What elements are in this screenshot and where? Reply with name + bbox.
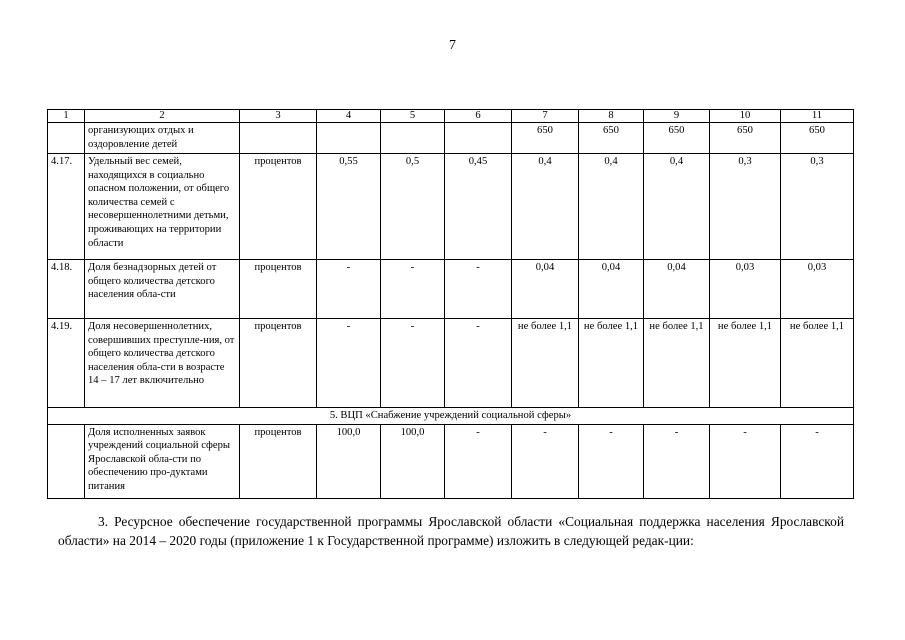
section-row: [48, 408, 854, 425]
value-cell: -: [512, 424, 579, 498]
value-cell: не более 1,1: [644, 319, 710, 408]
row-number-cell: [48, 424, 85, 498]
table-row: [48, 154, 854, 260]
unit-cell: процентов: [240, 154, 317, 260]
row-number-cell: [48, 123, 85, 154]
value-cell: 0,3: [781, 154, 854, 260]
value-cell: [381, 123, 445, 154]
value-cell: -: [781, 424, 854, 498]
header-row: [48, 110, 854, 123]
indicator-name-cell: Доля безнадзорных детей от общего количества детского населения обла-сти: [85, 260, 240, 319]
value-cell: 0,5: [381, 154, 445, 260]
value-cell: 0,55: [317, 154, 381, 260]
body-paragraph: 3. Ресурсное обеспечение государственной программы Ярославской области «Социальная поддержка населения Ярославской области» на 2014 – 2020 годы (приложение 1 к Государственной программе) изложить в следующей редак-ции:: [58, 514, 844, 548]
indicator-name-cell: организующих отдых и оздоровление детей: [85, 123, 240, 154]
value-cell: -: [317, 319, 381, 408]
value-cell: 650: [512, 123, 579, 154]
value-cell: 100,0: [317, 424, 381, 498]
indicator-name-cell: Доля исполненных заявок учреждений социальной сферы Ярославской обла-сти по обеспечению про-дуктами питания: [85, 424, 240, 498]
header-cell: 5: [381, 110, 445, 123]
value-cell: не более 1,1: [710, 319, 781, 408]
header-cell: 9: [644, 110, 710, 123]
value-cell: 0,04: [579, 260, 644, 319]
header-cell: 4: [317, 110, 381, 123]
value-cell: 0,3: [710, 154, 781, 260]
value-cell: 0,03: [781, 260, 854, 319]
row-number-cell: 4.18.: [48, 260, 85, 319]
value-cell: -: [381, 319, 445, 408]
value-cell: 0,04: [644, 260, 710, 319]
value-cell: -: [445, 424, 512, 498]
value-cell: -: [445, 319, 512, 408]
value-cell: 650: [579, 123, 644, 154]
value-cell: [317, 123, 381, 154]
table-row: [48, 260, 854, 319]
indicators-table: [47, 109, 854, 499]
indicator-name-cell: Доля несовершеннолетних, совершивших преступле-ния, от общего количества детского населения обла-сти в возрасте 14 – 17 лет включительно: [85, 319, 240, 408]
unit-cell: процентов: [240, 260, 317, 319]
value-cell: 0,45: [445, 154, 512, 260]
value-cell: -: [317, 260, 381, 319]
header-cell: 10: [710, 110, 781, 123]
value-cell: 650: [710, 123, 781, 154]
value-cell: 0,4: [512, 154, 579, 260]
row-number-cell: 4.19.: [48, 319, 85, 408]
value-cell: 650: [781, 123, 854, 154]
section-title: 5. ВЦП «Снабжение учреждений социальной сферы»: [48, 408, 854, 425]
table-row: [48, 424, 854, 498]
header-cell: 11: [781, 110, 854, 123]
value-cell: 0,04: [512, 260, 579, 319]
row-number-cell: 4.17.: [48, 154, 85, 260]
value-cell: -: [445, 260, 512, 319]
value-cell: не более 1,1: [579, 319, 644, 408]
header-cell: 6: [445, 110, 512, 123]
header-cell: 3: [240, 110, 317, 123]
value-cell: 0,4: [579, 154, 644, 260]
unit-cell: [240, 123, 317, 154]
header-cell: 2: [85, 110, 240, 123]
header-cell: 1: [48, 110, 85, 123]
unit-cell: процентов: [240, 424, 317, 498]
indicator-name-cell: Удельный вес семей, находящихся в социально опасном положении, от общего количества семей с несовершеннолетними детьми, проживающих на территории области: [85, 154, 240, 260]
table-row: [48, 319, 854, 408]
value-cell: 100,0: [381, 424, 445, 498]
header-cell: 8: [579, 110, 644, 123]
value-cell: 0,03: [710, 260, 781, 319]
value-cell: -: [381, 260, 445, 319]
value-cell: -: [644, 424, 710, 498]
value-cell: 0,4: [644, 154, 710, 260]
header-cell: 7: [512, 110, 579, 123]
value-cell: 650: [644, 123, 710, 154]
value-cell: не более 1,1: [512, 319, 579, 408]
value-cell: [445, 123, 512, 154]
value-cell: -: [710, 424, 781, 498]
table-row: [48, 123, 854, 154]
unit-cell: процентов: [240, 319, 317, 408]
value-cell: не более 1,1: [781, 319, 854, 408]
page-number: 7: [449, 38, 456, 53]
value-cell: -: [579, 424, 644, 498]
